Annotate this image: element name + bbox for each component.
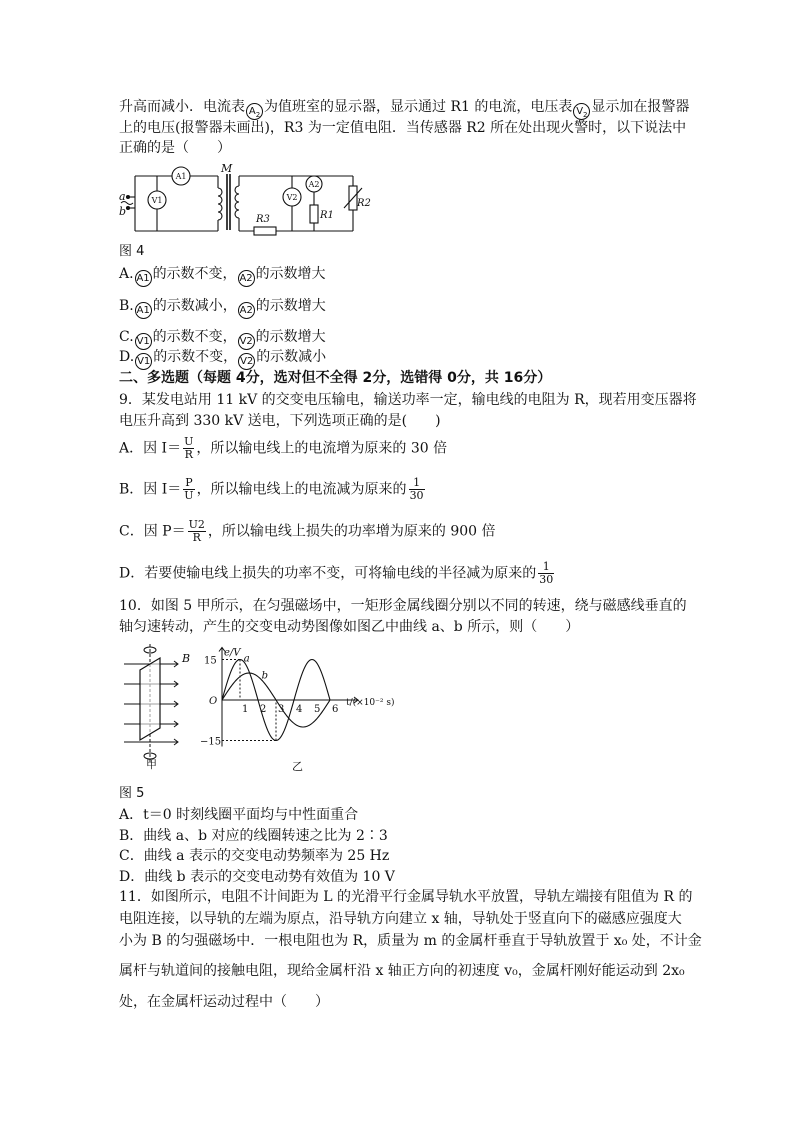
ammeter-a2-symbol: $A_2$ [246,103,263,120]
option-text: 的示数不变， [153,349,238,365]
q9-stem-line-2: 电压升高到 330 kV 送电，下列选项正确的是( ) [119,413,441,429]
q11-stem-line-4: 属杆与轨道间的接触电阻，现给金属杆沿 x 轴正方向的初速度 v₀，金属杆刚好能运动到 2x₀ [119,963,685,979]
fraction-numerator: 1 [409,477,425,490]
figure-5-caption: 图 5 [119,786,145,801]
fraction-denominator: 30 [409,489,424,502]
intro-line-1 [119,98,689,120]
y-axis-label: e/V [224,647,241,659]
fraction-denominator: R [192,531,201,544]
option-text: C．因 P＝ [119,523,186,540]
option-text: 的示数减小 [256,349,327,365]
fraction-denominator: 30 [539,573,554,586]
y-tick-label: −15 [200,736,222,748]
option-text: 的示数不变， [152,266,237,282]
terminal-b-label: b [119,205,127,218]
option-text: 的示数增大 [255,266,326,282]
fraction [409,477,425,502]
q9-option-c [119,519,496,544]
q11-stem-line-3: 小为 B 的匀强磁场中．一根电阻也为 R，质量为 m 的金属杆垂直于导轨放置于 x₀ 处，不计金 [119,933,702,949]
fraction-numerator: U2 [188,518,205,531]
option-text: 的示数不变， [152,329,237,345]
intro-text: 升高而减小．电流表 [119,99,245,115]
intro-text: 显示加在报警器 [591,99,690,115]
meter-a1-label: A1 [175,172,187,181]
option-letter: B. [119,298,134,314]
option-text: 的示数增大 [255,298,326,314]
q8-option-d [119,348,326,370]
intro-text: 为值班室的显示器，显示通过 R1 的电流，电压表 [264,99,573,115]
intro-line-3: 正确的是（ ） [119,140,231,156]
meter-icon: V2 [238,333,255,350]
figure-jia-label: 甲 [146,758,157,771]
emf-chart [198,642,398,772]
q9-stem-line-1: 9．某发电站用 11 kV 的交变电压输电，输送功率一定，输电线的电阻为 R，现若用变压器将 [119,392,697,408]
transformer-label: M [221,162,233,175]
fraction-numerator: 1 [538,561,554,574]
q9-option-b [119,477,427,502]
meter-icon: A1 [135,302,152,319]
option-text: ，所以输电线上的电流减为原来的 [196,481,407,498]
q11-stem-line-5: 处，在金属杆运动过程中（ ） [119,994,329,1010]
fraction-denominator: R [184,448,193,461]
fraction [188,519,206,544]
coil-diagram [118,642,198,770]
resistor-r3-label: R3 [256,214,270,225]
option-text: 的示数减小， [152,298,237,314]
q8-option-c [119,328,326,350]
q9-option-d [119,561,556,586]
circuit-diagram [116,160,371,242]
q10-stem-line-1: 10．如图 5 甲所示，在匀强磁场中，一矩形金属线圈分别以不同的转速，绕与磁感线垂直的 [119,598,687,614]
figure-yi-label: 乙 [292,760,303,773]
meter-v2-label: V2 [286,193,298,202]
meter-icon: A2 [238,302,255,319]
x-tick-label: 1 [242,704,249,715]
fraction-denominator: U [184,489,194,502]
figure-4-caption: 图 4 [119,244,145,259]
q10-stem-line-2: 轴匀速转动，产生的交变电动势图像如图乙中曲线 a、b 所示，则（ ） [119,619,580,635]
fraction [538,561,554,586]
y-tick-label: 15 [204,655,217,667]
meter-icon: V1 [135,353,152,370]
meter-a2-label: A2 [308,180,320,189]
x-tick-label: 4 [296,704,303,715]
meter-icon: V1 [135,333,152,350]
option-letter: D. [119,349,135,365]
resistor-r2-label: R2 [357,198,371,209]
option-letter: C. [119,329,134,345]
resistor-r1-label: R1 [320,210,334,221]
x-axis-label: t/(×10⁻² s) [346,698,395,708]
terminal-a-label: a [119,190,126,203]
option-text: B．因 I＝ [119,481,182,498]
q9-option-a [119,436,447,461]
q10-option-c: C．曲线 a 表示的交变电动势频率为 25 Hz [119,848,390,864]
voltmeter-v2-symbol: $V_2$ [573,103,590,120]
fraction-numerator: P [185,476,193,489]
option-text: D．若要使输电线上损失的功率不变，可将输电线的半径减为原来的 [119,565,537,582]
x-tick-label: 6 [332,704,339,715]
option-letter: A. [119,266,134,282]
fraction-numerator: U [184,435,194,448]
meter-icon: A2 [238,270,255,287]
series-b-label: b [261,670,269,682]
q8-option-b [119,297,326,319]
x-tick-label: 2 [260,704,267,715]
series-a-label: a [243,653,250,665]
meter-icon: V2 [238,353,255,370]
option-text: ，所以输电线上损失的功率增为原来的 900 倍 [207,523,496,540]
x-tick-label: 5 [314,704,321,715]
q11-stem-line-2: 电阻连接，以导轨的左端为原点，沿导轨方向建立 x 轴，导轨处于竖直向下的磁感应强度大 [119,911,682,927]
q11-stem-line-1: 11．如图所示，电阻不计间距为 L 的光滑平行金属导轨水平放置，导轨左端接有阻值为 R 的 [119,889,693,905]
magnetic-field-label: B [182,652,191,665]
q8-option-a [119,265,326,287]
fraction [183,436,194,461]
q10-option-a: A．t＝0 时刻线圈平面均与中性面重合 [119,807,359,823]
x-tick-label: 3 [278,704,285,715]
meter-v1-label: V1 [151,196,163,205]
option-text: 的示数增大 [255,329,326,345]
q10-option-b: B．曲线 a、b 对应的线圈转速之比为 2∶3 [119,828,388,844]
fraction [183,477,194,502]
option-text: ，所以输电线上的电流增为原来的 30 倍 [196,440,448,457]
option-text: A．因 I＝ [119,440,182,457]
meter-icon: A1 [135,270,152,287]
origin-label: O [209,696,218,707]
intro-line-2: 上的电压(报警器未画出)，R3 为一定值电阻．当传感器 R2 所在处出现火警时，以下说法中 [119,120,687,136]
q10-option-d: D．曲线 b 表示的交变电动势有效值为 10 V [119,869,395,885]
section-2-heading: 二、多选题（每题 4分，选对但不全得 2分，选错得 0分，共 16分） [119,370,552,386]
